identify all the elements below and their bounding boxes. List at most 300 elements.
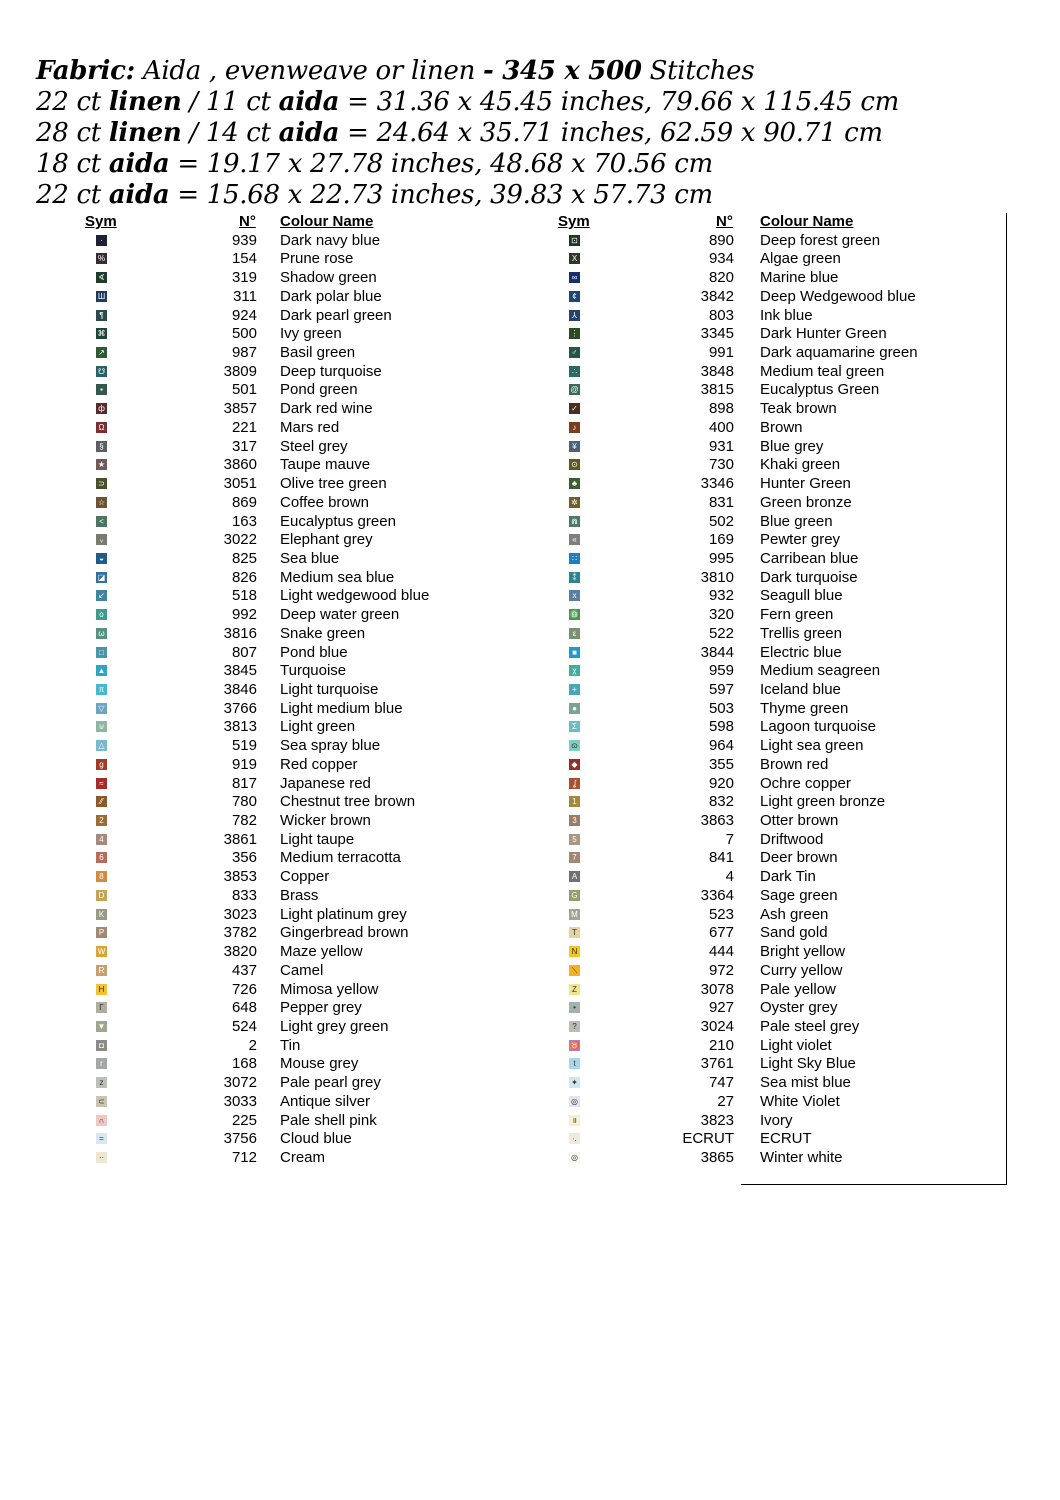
sym-header: Sym	[558, 213, 590, 230]
number-header: N°	[239, 213, 256, 230]
colour-name: Dark navy blue	[280, 231, 381, 249]
colour-symbol-icon: Σ	[569, 721, 580, 732]
colour-name: Light Sky Blue	[760, 1055, 856, 1073]
colour-name: Hunter Green	[760, 475, 851, 493]
thread-number: 210	[708, 1036, 734, 1054]
colour-symbol-icon: ♎	[569, 610, 580, 620]
thread-number: 221	[231, 418, 257, 436]
colour-name: Pale yellow	[760, 980, 836, 998]
colour-name: Deep Wedgewood blue	[760, 287, 916, 305]
colour-symbol-icon: χ	[569, 665, 580, 676]
colour-symbol-icon: ▼	[97, 1021, 106, 1031]
colour-symbol-icon: =	[96, 1133, 107, 1144]
colour-name: Medium sea blue	[280, 568, 395, 586]
thread-number: 3761	[700, 1055, 734, 1073]
colour-name: Fern green	[760, 606, 834, 624]
colour-name: Dark aquamarine green	[760, 344, 918, 362]
colour-symbol-icon: ★	[97, 460, 106, 470]
colour-symbol-icon: D	[96, 890, 107, 901]
colour-symbol-icon: Γ	[96, 1002, 107, 1013]
colour-symbol-icon: <	[96, 516, 107, 527]
colour-symbol-icon: G	[569, 890, 580, 901]
colour-name: Trellis green	[760, 624, 842, 642]
colour-name: Cloud blue	[280, 1130, 352, 1148]
thread-number: 898	[708, 400, 734, 418]
colour-name-header: Colour Name	[760, 213, 854, 230]
colour-symbol-icon: ∙.	[569, 1133, 580, 1144]
colour-name: Blue grey	[760, 437, 824, 455]
colour-symbol-icon: ◎	[569, 1152, 580, 1163]
colour-symbol-icon: ∢	[96, 272, 107, 283]
colour-symbol-icon: ♂	[569, 347, 580, 358]
thread-number: 3845	[223, 662, 257, 680]
colour-name: Pale steel grey	[760, 1017, 860, 1035]
colour-symbol-icon: §	[96, 441, 107, 452]
thread-number: 3810	[700, 568, 734, 586]
colour-symbol-icon: •	[569, 1002, 580, 1013]
colour-name: Brown	[760, 418, 803, 436]
colour-name: Pond blue	[280, 643, 348, 661]
thread-number: 726	[231, 980, 257, 998]
thread-number: 598	[708, 718, 734, 736]
thread-number: 503	[708, 699, 734, 717]
colour-symbol-icon: ?	[569, 1021, 580, 1032]
colour-name: Light green	[280, 718, 356, 736]
colour-name: Mimosa yellow	[280, 980, 379, 998]
thread-number: 924	[231, 306, 257, 324]
colour-name: Light medium blue	[280, 699, 403, 717]
colour-symbol-icon: r	[96, 1058, 107, 1069]
colour-name: Algae green	[760, 250, 841, 268]
colour-name: White Violet	[760, 1092, 840, 1110]
thread-number: 524	[231, 1017, 257, 1035]
colour-symbol-icon: 2	[96, 815, 107, 826]
colour-name: Deer brown	[760, 849, 838, 867]
colour-name: Light grey green	[280, 1017, 389, 1035]
colour-symbol-icon: ·	[96, 235, 107, 246]
colour-name: Pond green	[280, 381, 358, 399]
thread-number: 3346	[700, 475, 734, 493]
thread-number: 817	[231, 774, 257, 792]
thread-number: 4	[725, 868, 734, 886]
thread-number: 27	[717, 1092, 734, 1110]
thread-number: 3022	[223, 531, 257, 549]
colour-name: Carribean blue	[760, 549, 859, 567]
colour-name: Ivy green	[280, 325, 342, 343]
colour-symbol-icon: ⟍	[569, 965, 580, 976]
colour-name: Maze yellow	[280, 943, 363, 961]
colour-name: Light taupe	[280, 830, 355, 848]
colour-name: Light wedgewood blue	[280, 587, 430, 605]
colour-name: Cream	[280, 1148, 326, 1166]
thread-number: 502	[708, 512, 734, 530]
colour-name: Steel grey	[280, 437, 348, 455]
colour-name: Ash green	[760, 905, 829, 923]
thread-number: 3051	[223, 475, 257, 493]
thread-number: 400	[708, 418, 734, 436]
colour-name: ECRUT	[760, 1130, 812, 1148]
colour-name: Sand gold	[760, 924, 828, 942]
colour-name: Dark polar blue	[280, 287, 382, 305]
colour-symbol-icon: z	[96, 1077, 107, 1088]
colour-symbol-icon: ⊙	[569, 459, 580, 470]
thread-number: 3813	[223, 718, 257, 736]
thread-number: 3848	[700, 362, 734, 380]
colour-symbol-icon: ●	[569, 703, 580, 714]
thread-number: 991	[708, 344, 734, 362]
size-line-18ct-aida: 18 ct aida = 19.17 x 27.78 inches, 48.68 x 70.56 cm	[36, 149, 713, 179]
thread-number: 677	[708, 924, 734, 942]
thread-number: 3024	[700, 1017, 734, 1035]
colour-symbol-icon: ▽	[96, 703, 107, 714]
colour-name: Bright yellow	[760, 943, 846, 961]
colour-symbol-icon: ∞	[569, 272, 580, 283]
colour-symbol-icon: %	[97, 254, 106, 264]
colour-name: Curry yellow	[760, 961, 843, 979]
thread-number: 518	[231, 587, 257, 605]
thread-number: 444	[708, 943, 734, 961]
colour-symbol-icon: ✲	[569, 497, 580, 508]
colour-name: Light platinum grey	[280, 905, 407, 923]
colour-name: Light turquoise	[280, 680, 379, 698]
thread-number: 831	[708, 493, 734, 511]
colour-symbol-icon: ¥	[569, 441, 580, 452]
thread-number: 964	[708, 737, 734, 755]
thread-number: 320	[708, 606, 734, 624]
thread-number: 959	[708, 662, 734, 680]
thread-number: 3857	[223, 400, 257, 418]
colour-name: Prune rose	[280, 250, 354, 268]
thread-number: 3863	[700, 812, 734, 830]
thread-number: 782	[231, 812, 257, 830]
thread-number: 995	[708, 549, 734, 567]
thread-number: 932	[708, 587, 734, 605]
colour-symbol-icon: 4	[96, 834, 107, 845]
colour-name: Mouse grey	[280, 1055, 359, 1073]
colour-symbol-icon: ≈	[96, 778, 107, 789]
colour-name: Medium teal green	[760, 362, 885, 380]
thread-number: 832	[708, 793, 734, 811]
thread-number: 920	[708, 774, 734, 792]
colour-name: Light violet	[760, 1036, 832, 1054]
thread-number: 648	[231, 999, 257, 1017]
colour-symbol-icon: ⊂	[96, 1096, 107, 1107]
thread-number: 3345	[700, 325, 734, 343]
thread-number: 3853	[223, 868, 257, 886]
colour-symbol-icon: ✦	[569, 1077, 580, 1088]
thread-number: 522	[708, 624, 734, 642]
thread-number: ECRUT	[682, 1130, 734, 1148]
thread-number: 3861	[223, 830, 257, 848]
thread-number: 355	[708, 755, 734, 773]
colour-name: Winter white	[760, 1148, 843, 1166]
thread-number: 825	[231, 549, 257, 567]
thread-number: 807	[231, 643, 257, 661]
colour-symbol-icon: ↗	[96, 347, 107, 358]
colour-symbol-icon: ॥	[569, 1115, 580, 1126]
colour-symbol-icon: K	[96, 909, 107, 920]
colour-name: Electric blue	[760, 643, 842, 661]
colour-name: Wicker brown	[280, 812, 371, 830]
colour-symbol-icon: ◘	[96, 1040, 107, 1051]
thread-number: 3820	[223, 943, 257, 961]
table-right-border	[1006, 213, 1007, 1185]
colour-symbol-icon: ʆ	[569, 778, 580, 789]
colour-symbol-icon: @	[570, 385, 579, 395]
colour-name: Dark Hunter Green	[760, 325, 887, 343]
colour-symbol-icon: ↙	[96, 590, 107, 601]
thread-number: 317	[231, 437, 257, 455]
colour-symbol-icon: M	[569, 909, 580, 920]
sym-header: Sym	[85, 213, 117, 230]
colour-name: Basil green	[280, 344, 356, 362]
colour-symbol-icon: ∩	[96, 1115, 107, 1126]
colour-symbol-icon: ◒	[96, 553, 107, 564]
thread-number: 890	[708, 231, 734, 249]
colour-name: Dark pearl green	[280, 306, 392, 324]
colour-name: Seagull blue	[760, 587, 843, 605]
fabric-info	[36, 56, 899, 211]
colour-name: Dark turquoise	[760, 568, 858, 586]
colour-name: Blue green	[760, 512, 833, 530]
colour-symbol-icon: ⁑	[569, 572, 580, 583]
thread-number: 3078	[700, 980, 734, 998]
colour-name: Thyme green	[760, 699, 849, 717]
thread-number: 3846	[223, 680, 257, 698]
thread-number: 939	[231, 231, 257, 249]
thread-number: 3766	[223, 699, 257, 717]
colour-name: Pale pearl grey	[280, 1074, 381, 1092]
thread-number: 3844	[700, 643, 734, 661]
number-header: N°	[716, 213, 733, 230]
thread-number: 3860	[223, 456, 257, 474]
colour-name: Mars red	[280, 418, 340, 436]
colour-symbol-icon: ■	[569, 647, 580, 658]
colour-symbol-icon: R	[96, 965, 107, 976]
colour-symbol-icon: g	[96, 759, 107, 770]
thread-number: 833	[231, 886, 257, 904]
colour-name: Lagoon turquoise	[760, 718, 876, 736]
colour-name: Deep forest green	[760, 231, 881, 249]
colour-symbol-icon: ω	[96, 628, 107, 639]
colour-symbol-icon: ⊃	[96, 478, 107, 489]
thread-number: 826	[231, 568, 257, 586]
colour-name: Brass	[280, 886, 319, 904]
colour-symbol-icon: 1	[569, 796, 580, 807]
colour-symbol-icon: □	[96, 647, 107, 658]
colour-name: Coffee brown	[280, 493, 369, 511]
colour-name: Elephant grey	[280, 531, 373, 549]
thread-number: 747	[708, 1074, 734, 1092]
colour-symbol-icon: X	[569, 253, 580, 264]
thread-number: 803	[708, 306, 734, 324]
colour-name: Khaki green	[760, 456, 841, 474]
thread-number: 3072	[223, 1074, 257, 1092]
colour-symbol-icon: ▲	[97, 666, 106, 676]
colour-name: Otter brown	[760, 812, 839, 830]
colour-name: Olive tree green	[280, 475, 387, 493]
colour-name: Tin	[280, 1036, 301, 1054]
colour-name: Eucalyptus Green	[760, 381, 880, 399]
colour-name: Camel	[280, 961, 324, 979]
colour-name: Ochre copper	[760, 774, 851, 792]
colour-name: Turquoise	[280, 662, 347, 680]
colour-symbol-icon: ф	[96, 403, 107, 414]
thread-number: 154	[231, 250, 257, 268]
thread-number: 3756	[223, 1130, 257, 1148]
thread-number: 3816	[223, 624, 257, 642]
colour-name: Sea spray blue	[280, 737, 381, 755]
thread-number: 992	[231, 606, 257, 624]
colour-symbol-icon: 7	[569, 852, 580, 863]
colour-symbol-icon: ♪	[569, 422, 580, 433]
fabric-line: Fabric: Aida , evenweave or linen - 345 x 500 Stitches	[36, 56, 755, 86]
colour-name: Red copper	[280, 755, 358, 773]
thread-number: 501	[231, 381, 257, 399]
colour-symbol-icon: t	[569, 1058, 580, 1069]
colour-symbol-icon: Ω	[96, 422, 107, 433]
thread-number: 356	[231, 849, 257, 867]
thread-number: 931	[708, 437, 734, 455]
colour-name: Pewter grey	[760, 531, 841, 549]
colour-symbol-icon: ⊍	[96, 721, 107, 732]
colour-name: Chestnut tree brown	[280, 793, 416, 811]
colour-symbol-icon: ☆	[97, 497, 106, 507]
colour-name: Marine blue	[760, 269, 839, 287]
colour-symbol-icon: W	[97, 947, 106, 957]
thread-number: 319	[231, 269, 257, 287]
thread-number: 730	[708, 456, 734, 474]
colour-symbol-icon: ¢	[569, 291, 580, 302]
thread-number: 869	[231, 493, 257, 511]
size-line-22ct-aida: 22 ct aida = 15.68 x 22.73 inches, 39.83 x 57.73 cm	[36, 180, 713, 210]
colour-symbol-icon: ᵥ	[96, 534, 107, 545]
colour-symbol-icon: π	[96, 684, 107, 695]
thread-number: 597	[708, 680, 734, 698]
colour-symbol-icon: ∷	[569, 553, 580, 564]
thread-number: 519	[231, 737, 257, 755]
colour-symbol-icon: ☋	[97, 366, 106, 376]
thread-number: 919	[231, 755, 257, 773]
colour-symbol-icon: ɷ	[569, 740, 580, 751]
colour-symbol-icon: A	[569, 871, 580, 882]
colour-symbol-icon: 6	[96, 852, 107, 863]
thread-number: 780	[231, 793, 257, 811]
colour-symbol-icon: ··	[96, 1152, 107, 1163]
colour-symbol-icon: «	[569, 534, 580, 545]
colour-name: Medium seagreen	[760, 662, 881, 680]
colour-name: Teak brown	[760, 400, 837, 418]
colour-symbol-icon: ⋮	[570, 329, 579, 339]
colour-name: Snake green	[280, 624, 366, 642]
colour-name: Driftwood	[760, 830, 824, 848]
colour-name: Antique silver	[280, 1092, 371, 1110]
colour-symbol-icon: ◪	[97, 572, 106, 582]
colour-symbol-icon: 5	[569, 834, 580, 845]
colour-symbol-icon: P	[96, 927, 107, 938]
colour-symbol-icon: Z	[569, 984, 580, 995]
colour-symbol-icon: ♣	[569, 478, 580, 489]
colour-name: Eucalyptus green	[280, 512, 396, 530]
thread-number: 3023	[223, 905, 257, 923]
thread-number: 972	[708, 961, 734, 979]
colour-symbol-icon: ♉	[569, 1040, 580, 1050]
thread-number: 225	[231, 1111, 257, 1129]
thread-number: 934	[708, 250, 734, 268]
colour-name: Iceland blue	[760, 680, 841, 698]
colour-name: Gingerbread brown	[280, 924, 409, 942]
colour-name: Oyster grey	[760, 999, 838, 1017]
thread-number: 3782	[223, 924, 257, 942]
table-bottom-border	[741, 1184, 1007, 1185]
colour-symbol-icon: ⌘	[97, 329, 106, 339]
colour-symbol-icon: 8	[96, 871, 107, 882]
thread-number: 437	[231, 961, 257, 979]
colour-symbol-icon: N	[569, 946, 580, 957]
colour-symbol-icon: ⅄	[569, 310, 580, 321]
colour-name: Deep turquoise	[280, 362, 382, 380]
colour-name: Pepper grey	[280, 999, 362, 1017]
colour-symbol-icon: ε	[569, 628, 580, 639]
thread-number: 3809	[223, 362, 257, 380]
colour-symbol-icon: ∴	[569, 366, 580, 377]
colour-symbol-icon: ◎	[569, 1096, 580, 1107]
colour-symbol-icon: H	[96, 984, 107, 995]
colour-name: Sea mist blue	[760, 1074, 851, 1092]
thread-number: 523	[708, 905, 734, 923]
size-line-22ct-linen: 22 ct linen / 11 ct aida = 31.36 x 45.45 inches, 79.66 x 115.45 cm	[36, 87, 899, 117]
colour-name: Shadow green	[280, 269, 377, 287]
thread-number: 169	[708, 531, 734, 549]
thread-number: 163	[231, 512, 257, 530]
colour-symbol-icon: ◆	[569, 759, 580, 770]
colour-symbol-icon: T	[569, 927, 580, 938]
colour-symbol-icon: ⊡	[569, 235, 580, 246]
thread-number: 820	[708, 269, 734, 287]
colour-symbol-icon: o	[96, 609, 107, 620]
thread-number: 987	[231, 344, 257, 362]
colour-symbol-icon: ✓	[569, 403, 580, 414]
thread-number: 3364	[700, 886, 734, 904]
colour-name: Pale shell pink	[280, 1111, 377, 1129]
colour-name: Light green bronze	[760, 793, 886, 811]
colour-symbol-icon: Ш	[97, 291, 106, 301]
colour-symbol-icon: ⁄⁄	[96, 796, 107, 807]
colour-symbol-icon: x	[569, 590, 580, 601]
colour-name: Medium terracotta	[280, 849, 401, 867]
size-line-28ct-linen: 28 ct linen / 14 ct aida = 24.64 x 35.71 inches, 62.59 x 90.71 cm	[36, 118, 883, 148]
thread-number: 3865	[700, 1148, 734, 1166]
thread-number: 3815	[700, 381, 734, 399]
colour-name: Japanese red	[280, 774, 371, 792]
colour-name: Brown red	[760, 755, 829, 773]
colour-symbol-icon: 3	[569, 815, 580, 826]
colour-symbol-icon: ¶	[96, 310, 107, 321]
thread-number: 500	[231, 325, 257, 343]
colour-name: Taupe mauve	[280, 456, 371, 474]
thread-number: 311	[233, 287, 257, 305]
colour-name: Sage green	[760, 886, 838, 904]
colour-name: Deep water green	[280, 606, 400, 624]
thread-number: 3823	[700, 1111, 734, 1129]
colour-name: Light sea green	[760, 737, 864, 755]
colour-name: Copper	[280, 868, 330, 886]
colour-name-header: Colour Name	[280, 213, 374, 230]
colour-name: Ink blue	[760, 306, 813, 324]
colour-symbol-icon: ⋒	[569, 516, 580, 527]
thread-number: 3842	[700, 287, 734, 305]
colour-symbol-icon: ▪	[96, 384, 107, 395]
